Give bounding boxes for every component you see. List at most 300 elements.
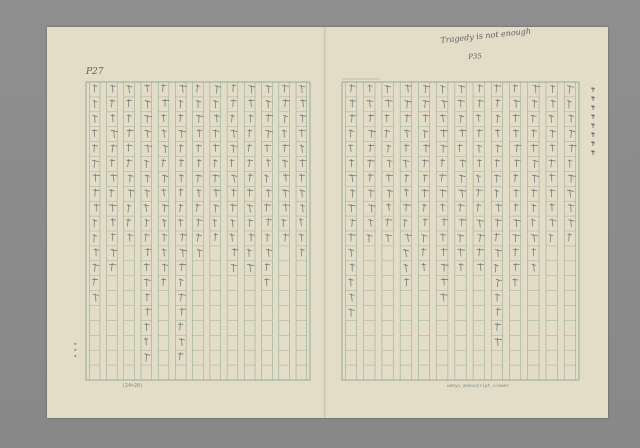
handwritten-character: [94, 204, 99, 212]
handwritten-character: [477, 145, 482, 153]
handwritten-character: [514, 263, 520, 271]
handwritten-character: [196, 100, 201, 108]
grid-size-label: (24×20): [122, 383, 144, 389]
handwritten-character: [144, 263, 150, 271]
handwritten-character: [146, 308, 152, 316]
handwritten-character: [110, 159, 115, 167]
handwritten-character: [196, 219, 202, 227]
handwritten-character: [405, 85, 412, 93]
handwritten-character: [532, 175, 539, 183]
handwritten-character: [477, 220, 484, 228]
handwritten-character: [569, 115, 574, 123]
handwritten-character: [93, 220, 97, 228]
handwritten-character: [249, 115, 253, 123]
handwritten-character: [178, 219, 183, 227]
handwritten-character: [591, 141, 595, 146]
handwritten-character: [92, 145, 98, 153]
handwritten-character: [459, 190, 466, 198]
handwritten-character: [513, 234, 520, 242]
handwritten-character: [404, 130, 410, 138]
handwritten-character: [145, 101, 150, 109]
handwritten-character: [180, 234, 187, 242]
handwritten-character: [127, 159, 132, 167]
handwritten-character: [514, 204, 518, 212]
handwritten-character: [368, 174, 373, 182]
handwritten-character: [299, 129, 305, 137]
handwritten-character: [109, 189, 114, 197]
handwritten-character: [369, 114, 374, 122]
handwritten-character: [549, 115, 553, 123]
handwritten-character: [423, 85, 429, 93]
handwritten-character: [282, 144, 289, 152]
handwritten-character: [387, 145, 391, 153]
handwritten-character: [284, 115, 288, 123]
handwritten-character: [178, 323, 183, 331]
handwritten-character: [441, 278, 448, 286]
handwritten-character: [145, 130, 151, 138]
handwritten-character: [247, 249, 251, 257]
handwritten-character: [350, 190, 354, 198]
handwritten-character: [569, 130, 575, 138]
handwritten-character: [213, 101, 218, 109]
handwritten-character: [458, 249, 465, 257]
handwritten-character: [368, 85, 372, 93]
handwritten-character: [282, 130, 286, 138]
handwritten-character: [350, 219, 355, 227]
handwritten-character: [440, 114, 446, 122]
handwritten-character: [441, 264, 448, 272]
handwritten-character: [162, 278, 166, 286]
handwritten-character: [496, 308, 501, 316]
handwritten-character: [513, 219, 520, 227]
handwritten-character: [144, 234, 149, 242]
handwritten-character: [349, 130, 354, 138]
handwritten-character: [111, 174, 117, 182]
handwritten-character: [300, 115, 306, 123]
handwritten-character: [300, 159, 306, 167]
handwritten-character: [162, 114, 167, 122]
handwritten-character: [495, 219, 501, 227]
handwritten-character: [197, 189, 201, 197]
publisher-mark: ▪ ▪ ▪: [74, 342, 77, 359]
handwritten-character: [265, 263, 270, 271]
handwritten-character: [232, 189, 237, 197]
handwritten-character: [92, 129, 97, 137]
handwritten-character: [127, 115, 131, 123]
handwritten-character: [145, 219, 149, 227]
handwritten-character: [197, 129, 202, 137]
handwritten-character: [591, 87, 595, 92]
handwritten-character: [93, 174, 100, 182]
handwritten-character: [422, 248, 427, 256]
handwritten-character: [441, 204, 445, 212]
handwritten-character: [350, 294, 355, 302]
handwritten-character: [110, 85, 115, 93]
handwritten-character: [215, 86, 221, 94]
handwritten-character: [404, 144, 409, 152]
handwritten-character: [179, 279, 183, 287]
handwritten-character: [533, 160, 539, 168]
handwritten-character: [249, 234, 254, 242]
handwritten-character: [423, 204, 427, 212]
handwritten-character: [180, 249, 187, 257]
handwritten-character: [111, 249, 117, 257]
handwritten-character: [495, 129, 500, 137]
handwritten-character: [531, 144, 538, 152]
handwritten-character: [145, 190, 150, 198]
handwritten-character: [179, 114, 184, 122]
handwritten-character: [283, 160, 288, 168]
handwritten-character: [513, 114, 520, 122]
handwritten-character: [568, 204, 574, 212]
handwritten-character: [423, 174, 428, 182]
handwritten-character: [162, 249, 166, 257]
footer-catalog-text: wenyi_manuscript_viewer: [447, 384, 510, 389]
handwritten-character: [551, 85, 555, 93]
handwritten-character: [266, 85, 272, 93]
handwritten-character: [128, 234, 133, 242]
handwritten-character: [92, 160, 99, 168]
handwritten-character: [196, 234, 201, 242]
handwritten-character: [145, 145, 152, 153]
handwritten-character: [161, 84, 166, 92]
handwritten-character: [127, 219, 131, 227]
handwritten-character: [387, 190, 392, 198]
handwritten-character: [515, 144, 522, 152]
handwritten-character: [531, 115, 536, 123]
handwritten-character: [422, 235, 428, 243]
handwritten-character: [93, 100, 97, 108]
handwritten-character: [163, 145, 168, 153]
handwritten-character: [127, 99, 132, 107]
handwritten-character: [93, 115, 98, 123]
handwritten-character: [110, 263, 116, 271]
handwritten-character: [349, 234, 356, 242]
handwritten-character: [213, 175, 220, 183]
handwritten-character: [180, 85, 187, 93]
handwritten-character: [213, 160, 217, 168]
handwritten-character: [495, 323, 501, 331]
handwritten-character: [232, 84, 236, 92]
handwritten-character: [385, 234, 392, 242]
handwritten-character: [476, 114, 480, 122]
handwritten-character: [441, 129, 448, 137]
handwritten-character: [459, 115, 464, 123]
handwritten-character: [477, 129, 482, 137]
handwritten-character: [231, 99, 237, 107]
handwritten-character: [550, 189, 556, 197]
handwritten-character: [441, 145, 447, 153]
handwritten-character: [248, 219, 253, 227]
page-number: P27: [86, 67, 104, 77]
handwritten-character: [213, 219, 217, 227]
handwritten-character: [196, 175, 202, 183]
handwritten-character: [458, 100, 465, 108]
handwritten-character: [495, 159, 500, 167]
handwritten-character: [162, 175, 168, 183]
handwritten-character: [247, 264, 253, 272]
handwritten-character: [405, 101, 412, 109]
handwritten-character: [299, 234, 304, 242]
handwritten-character: [283, 204, 290, 212]
handwritten-character: [549, 160, 556, 168]
handwritten-character: [145, 175, 150, 183]
handwritten-character: [385, 85, 391, 93]
handwritten-character: [531, 219, 536, 227]
handwritten-character: [144, 204, 149, 212]
handwritten-character: [111, 114, 115, 122]
handwritten-character: [145, 115, 152, 123]
handwritten-character: [248, 144, 252, 152]
handwritten-character: [423, 218, 428, 226]
handwritten-character: [532, 130, 537, 138]
handwritten-character: [231, 264, 237, 272]
handwritten-character: [386, 174, 393, 182]
handwritten-character: [196, 115, 203, 123]
handwritten-character: [145, 354, 151, 362]
handwritten-character: [128, 175, 133, 183]
handwritten-character: [496, 99, 500, 107]
handwritten-character: [495, 294, 500, 302]
handwritten-character: [495, 249, 502, 257]
handwritten-character: [591, 150, 595, 155]
handwritten-character: [299, 85, 305, 93]
handwritten-character: [300, 99, 306, 107]
handwritten-character: [283, 174, 289, 182]
handwritten-character: [567, 101, 571, 109]
handwritten-character: [495, 190, 499, 198]
handwritten-character: [350, 100, 356, 108]
handwritten-character: [197, 249, 202, 257]
handwritten-character: [213, 130, 219, 138]
handwritten-character: [214, 233, 218, 241]
handwritten-character: [179, 263, 186, 271]
handwritten-character: [494, 175, 500, 183]
handwritten-character: [422, 189, 429, 197]
margin-note-line1: Tragedy is not enough: [440, 26, 532, 45]
handwritten-character: [591, 132, 595, 137]
handwritten-character: [369, 130, 376, 138]
handwritten-character: [514, 100, 520, 108]
handwritten-character: [145, 160, 149, 168]
handwritten-character: [349, 309, 355, 317]
handwritten-character: [162, 234, 167, 242]
handwritten-character: [477, 248, 484, 256]
handwritten-character: [128, 190, 134, 198]
handwritten-character: [459, 263, 463, 271]
handwritten-character: [213, 189, 220, 197]
handwritten-character: [348, 204, 355, 212]
handwritten-character: [93, 189, 99, 197]
handwritten-character: [496, 204, 502, 212]
handwritten-character: [300, 145, 304, 153]
handwritten-character: [264, 144, 270, 152]
handwritten-character: [440, 294, 447, 302]
handwritten-character: [403, 219, 407, 227]
handwritten-character: [213, 144, 219, 152]
handwritten-character: [230, 204, 236, 212]
handwritten-character: [92, 278, 97, 286]
handwritten-character: [591, 105, 595, 110]
handwritten-character: [441, 159, 445, 167]
handwritten-character: [145, 323, 150, 331]
handwritten-character: [247, 189, 253, 197]
handwritten-character: [266, 159, 270, 167]
handwritten-character: [405, 174, 409, 182]
handwritten-character: [299, 218, 303, 226]
handwritten-character: [477, 159, 481, 167]
handwritten-character: [248, 159, 253, 167]
handwritten-character: [385, 100, 392, 108]
handwritten-character: [368, 144, 374, 152]
handwritten-character: [282, 85, 289, 93]
handwritten-character: [551, 100, 556, 108]
handwritten-character: [441, 86, 446, 94]
handwritten-character: [265, 175, 269, 183]
handwritten-character: [230, 145, 237, 153]
handwritten-character: [495, 338, 502, 346]
handwritten-character: [179, 175, 183, 183]
handwritten-character: [179, 100, 183, 108]
handwritten-character: [178, 353, 183, 361]
handwritten-character: [591, 96, 595, 101]
handwritten-character: [230, 159, 234, 167]
handwritten-character: [496, 115, 500, 123]
margin-note-line2: P35: [468, 52, 483, 61]
handwritten-character: [145, 84, 150, 92]
handwritten-character: [367, 235, 373, 243]
handwritten-character: [110, 219, 115, 227]
handwritten-character: [423, 114, 430, 122]
handwritten-character: [266, 189, 271, 197]
handwritten-character: [405, 234, 412, 242]
handwritten-character: [299, 174, 304, 182]
handwritten-character: [349, 279, 354, 287]
handwritten-character: [300, 190, 305, 198]
handwritten-character: [196, 204, 201, 212]
handwritten-character: [422, 160, 429, 168]
handwritten-character: [385, 114, 390, 122]
handwritten-character: [460, 129, 467, 137]
handwritten-character: [231, 130, 237, 138]
handwritten-character: [532, 189, 538, 197]
handwritten-character: [404, 204, 411, 212]
handwritten-character: [369, 190, 375, 198]
handwritten-character: [179, 145, 183, 153]
handwritten-character: [422, 263, 426, 271]
handwritten-character: [350, 114, 356, 122]
handwritten-character: [387, 203, 391, 211]
handwritten-character: [266, 218, 272, 226]
handwritten-character: [514, 174, 518, 182]
handwritten-character: [179, 189, 183, 197]
handwritten-character: [266, 114, 273, 122]
handwritten-character: [249, 86, 255, 94]
handwritten-character: [478, 100, 483, 108]
handwritten-character: [368, 219, 373, 227]
handwritten-character: [460, 160, 466, 168]
handwritten-character: [266, 130, 273, 138]
handwritten-character: [568, 160, 572, 168]
handwritten-character: [232, 248, 238, 256]
handwritten-character: [514, 189, 519, 197]
handwritten-character: [459, 85, 465, 93]
handwritten-character: [404, 189, 408, 197]
handwritten-character: [265, 278, 270, 286]
handwritten-character: [110, 100, 115, 108]
handwritten-character: [348, 144, 353, 152]
handwritten-character: [513, 130, 519, 138]
handwritten-character: [531, 234, 538, 242]
handwritten-character: [180, 308, 186, 316]
handwritten-character: [179, 159, 184, 167]
handwritten-character: [385, 130, 390, 138]
handwritten-character: [569, 220, 575, 228]
handwritten-character: [568, 233, 572, 241]
handwritten-character: [368, 160, 375, 168]
handwritten-character: [111, 145, 117, 153]
handwritten-character: [458, 204, 464, 212]
handwritten-character: [532, 204, 536, 212]
handwritten-character: [111, 130, 118, 138]
handwritten-character: [266, 249, 272, 257]
handwritten-character: [144, 338, 148, 346]
handwritten-character: [351, 264, 355, 272]
handwritten-character: [126, 144, 132, 152]
handwritten-character: [231, 175, 237, 183]
handwritten-character: [476, 204, 481, 212]
handwritten-character: [146, 248, 151, 256]
handwritten-character: [162, 130, 167, 138]
handwritten-character: [440, 174, 447, 182]
handwritten-character: [367, 100, 374, 108]
handwritten-character: [515, 159, 521, 167]
handwritten-character: [214, 115, 219, 123]
handwritten-character: [459, 219, 466, 227]
handwritten-character: [476, 175, 480, 183]
handwritten-character: [283, 234, 289, 242]
handwritten-character: [197, 159, 201, 167]
handwritten-character: [196, 144, 202, 152]
handwritten-character: [179, 294, 186, 302]
handwritten-character: [162, 205, 168, 213]
handwritten-character: [162, 189, 167, 197]
handwritten-character: [494, 85, 501, 93]
handwritten-character: [93, 235, 97, 243]
handwritten-character: [94, 249, 99, 257]
handwritten-character: [550, 203, 555, 211]
handwritten-character: [568, 175, 575, 183]
handwritten-character: [93, 294, 99, 302]
handwritten-character: [513, 248, 518, 256]
handwritten-character: [476, 189, 482, 197]
handwritten-character: [145, 293, 149, 301]
handwritten-character: [459, 175, 465, 183]
handwritten-character: [179, 204, 183, 212]
handwritten-character: [349, 159, 354, 167]
handwritten-character: [404, 264, 408, 272]
handwritten-character: [162, 159, 166, 167]
handwritten-character: [247, 205, 253, 213]
handwritten-character: [282, 190, 289, 198]
handwritten-character: [230, 234, 235, 242]
handwritten-character: [532, 264, 536, 272]
handwritten-character: [458, 235, 464, 243]
handwritten-character: [163, 264, 168, 272]
handwritten-character: [179, 338, 184, 346]
handwritten-character: [385, 219, 392, 227]
handwritten-character: [494, 233, 500, 241]
